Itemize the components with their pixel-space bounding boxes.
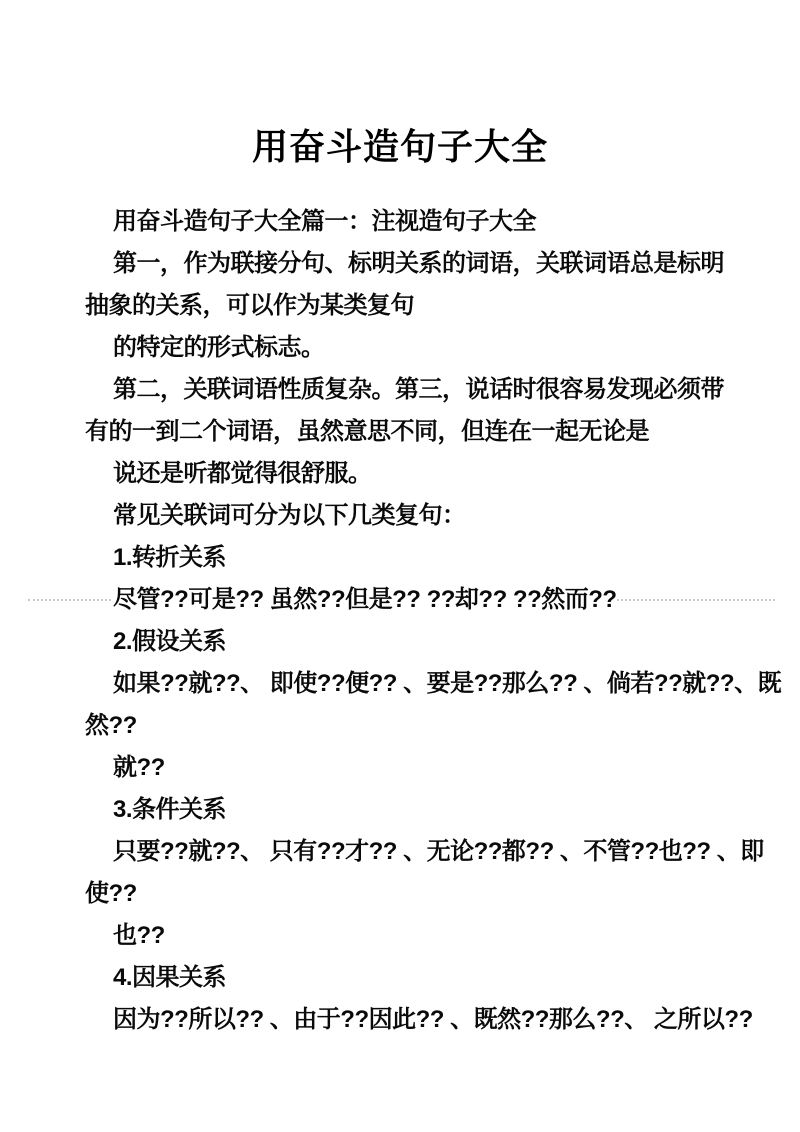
text-line: [85, 663, 800, 705]
text-line: [85, 537, 800, 579]
text-line: [85, 243, 800, 285]
text-line: [85, 621, 800, 663]
text-line-content: 只要??就??、 只有??才?? 、无论??都?? 、不管??也?? 、即: [113, 838, 764, 865]
text-line-content: 使??: [85, 880, 137, 907]
text-line-content: 3.条件关系: [113, 796, 227, 823]
text-line-content: 尽管??可是?? 虽然??但是?? ??却?? ??然而??: [113, 586, 617, 613]
text-line: [85, 957, 800, 999]
text-line: [85, 789, 800, 831]
document-lines: [85, 201, 800, 1041]
text-line: [85, 369, 800, 411]
text-line-content: 抽象的关系，可以作为某类复句: [85, 292, 414, 319]
text-line-content: 常见关联词可分为以下几类复句：: [113, 502, 466, 529]
text-line-content: 用奋斗造句子大全篇一：注视造句子大全: [113, 208, 536, 235]
text-line-content: 然??: [85, 712, 137, 739]
text-line: [85, 285, 800, 327]
text-line-content: 2.假设关系: [113, 628, 227, 655]
text-line: [85, 999, 800, 1041]
text-line: [85, 495, 800, 537]
text-line-content: 也??: [113, 922, 165, 949]
text-line-content: 的特定的形式标志。: [113, 334, 325, 361]
text-line: [85, 705, 800, 747]
text-line-content: 1.转折关系: [113, 544, 227, 571]
page-title: 用奋斗造句子大全: [251, 127, 548, 168]
text-line-content: 4.因果关系: [113, 964, 227, 991]
text-line-content: 如果??就??、 即使??便?? 、要是??那么?? 、倘若??就??、既: [113, 670, 782, 697]
text-line: [85, 915, 800, 957]
text-line-content: 第一，作为联接分句、标明关系的词语，关联词语总是标明: [113, 250, 724, 277]
text-line: [85, 411, 800, 453]
text-line: [85, 873, 800, 915]
text-line-content: 说还是听都觉得很舒服。: [113, 460, 372, 487]
text-line: [85, 201, 800, 243]
text-line-content: 因为??所以?? 、由于??因此?? 、既然??那么??、 之所以??: [113, 1006, 753, 1033]
text-line: [85, 747, 800, 789]
text-line-content: 第二，关联词语性质复杂。第三，说话时很容易发现必须带: [113, 376, 724, 403]
text-line-content: 有的一到二个词语，虽然意思不同，但连在一起无论是: [85, 418, 649, 445]
text-line: [85, 453, 800, 495]
text-line-content: 就??: [113, 754, 165, 781]
text-line: [85, 831, 800, 873]
text-line: [85, 327, 800, 369]
text-line: [85, 579, 800, 621]
